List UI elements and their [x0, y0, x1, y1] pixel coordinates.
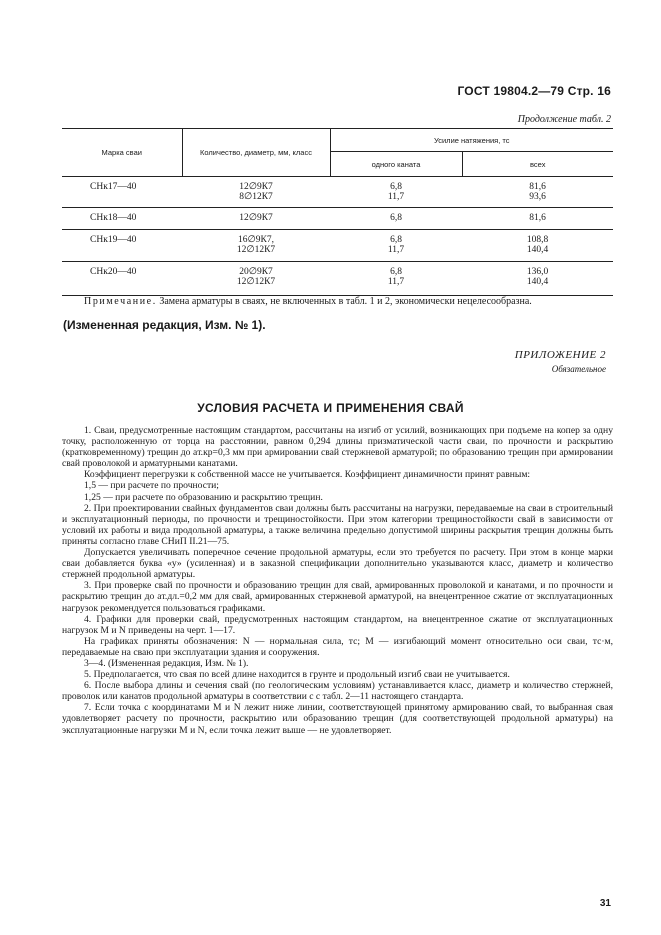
table-row [62, 177, 613, 208]
paragraph: 7. Если точка с координатами M и N лежит ниже линии, соответствующей принятому армированию свай, то выбранная свая удовлетворяет расчету по прочности, раскрытию или образованию трещин (для соответствующей продольной арматуры) на эксплуатационные нагрузки M и N, если точка лежит выше — не удовлетворяет. [62, 702, 613, 736]
col-header-one-rope: одного каната [330, 152, 462, 177]
all-cell: 81,6 [529, 213, 546, 223]
one-rope-cell: 6,8 11,7 [387, 235, 405, 255]
all-cell: 108,8 140,4 [526, 235, 549, 255]
paragraph: Коэффициент перегрузки к собственной массе не учитывается. Коэффициент динамичности принят равным: [84, 469, 531, 481]
one-rope-cell: 6,8 [390, 213, 402, 223]
table-row [62, 262, 613, 296]
table-continuation-label: Продолжение табл. 2 [517, 114, 611, 125]
qty-cell: 20∅9К7 12∅12К7 [236, 267, 276, 287]
table-note [84, 296, 614, 307]
edition-note: (Измененная редакция, Изм. № 1). [63, 318, 266, 332]
note-label: Примечание. [84, 296, 157, 307]
paragraph: 3. При проверке свай по прочности и образованию трещин для свай, армированных проволокой и канатами, и по прочности и раскрытию трещин до aт.дл.=0,2 мм для свай, армированных стержневой арматурой, на внецентренное сжатие от эксплуатационных нагрузок рекомендуется пользоваться графиками. [62, 580, 613, 614]
all-cell: 81,6 93,6 [529, 182, 546, 202]
paragraph: 2. При проектировании свайных фундаментов сваи должны быть рассчитаны на нагрузки, передаваемые на сваи в строительный и эксплуатационный периоды, по прочности и трещиностойкости. При этом категории трещиностойкости свай в зависимости от условий их работы и вида продольной арматуры, а также величина предельно допустимой ширины раскрытия трещин должны быть приняты согласно главе СНиП II.21—75. [62, 502, 613, 547]
appendix-status: Обязательное [551, 364, 606, 374]
qty-cell: 16∅9К7, 12∅12К7 [236, 235, 276, 255]
pile-mark: СНк19—40 [90, 235, 137, 245]
qty-cell: 12∅9К7 8∅12К7 [239, 182, 273, 202]
page-header: ГОСТ 19804.2—79 Стр. 16 [457, 84, 611, 98]
col-header-force: Усилие натяжения, тс [330, 129, 613, 152]
one-rope-cell: 6,8 11,7 [387, 182, 405, 202]
paragraph: 4. Графики для проверки свай, предусмотренных настоящим стандартом, на внецентренное сжатие от эксплуатационных нагрузок M и N приведены на черт. 1—17. [62, 613, 613, 636]
paragraph: На графиках приняты обозначения: N — нормальная сила, тс; M — изгибающий момент относительно оси сваи, тс·м, передаваемые на сваю при эксплуатации здания и сооружения. [62, 635, 613, 658]
section-body [62, 425, 613, 736]
col-header-mark: Марка сваи [62, 129, 182, 177]
table-row [62, 230, 613, 262]
note-text: Замена арматуры в сваях, не включенных в табл. 1 и 2, экономически нецелесообразна. [159, 296, 532, 307]
pile-mark: СНк20—40 [90, 267, 137, 277]
paragraph: 6. После выбора длины и сечения свай (по геологическим условиям) устанавливается класс, диаметр и количество стержней, проволок или канатов продольной арматуры в соответствии с с табл. 2—11 настоящего стандарта. [62, 680, 613, 703]
paragraph: Допускается увеличивать поперечное сечение продольной арматуры, если это требуется по расчету. При этом в конце марки сваи добавляется буква «у» (усиленная) и в заказной спецификации дополнительно указываются класс, диаметр и количество стержней продольной арматуры. [62, 547, 613, 581]
col-header-qty: Количество, диаметр, мм, класс [182, 129, 330, 177]
table-row [62, 208, 613, 230]
one-rope-cell: 6,8 11,7 [387, 267, 405, 287]
pile-mark: СНк18—40 [90, 213, 137, 223]
qty-cell: 12∅9К7 [239, 213, 273, 223]
paragraph: 1,5 — при расчете по прочности; [84, 480, 219, 492]
appendix-title: ПРИЛОЖЕНИЕ 2 [514, 349, 606, 361]
col-header-all: всех [530, 159, 546, 169]
pile-mark: СНк17—40 [90, 182, 137, 192]
section-title: УСЛОВИЯ РАСЧЕТА И ПРИМЕНЕНИЯ СВАЙ [197, 401, 464, 415]
all-cell: 136,0 140,4 [526, 267, 549, 287]
paragraph: 3—4. (Измененная редакция, Изм. № 1). [84, 657, 249, 669]
reinforcement-table [62, 128, 613, 296]
paragraph: 1,25 — при расчете по образованию и раскрытию трещин. [84, 491, 323, 503]
page-number: 31 [599, 898, 611, 909]
paragraph: 1. Сваи, предусмотренные настоящим стандартом, рассчитаны на изгиб от усилий, возникающих при подъеме на копер за одну точку, расположенную от торца на расстоянии, равном 0,294 длины призматической части сваи, по прочности и раскрытию (кратковременному) трещин до aт.кр=0,3 мм при армировании свай стержневой арматурой; по образованию трещин при армировании свай проволокой и арматурными канатами. [62, 425, 613, 470]
paragraph: 5. Предполагается, что свая по всей длине находится в грунте и продольный изгиб сваи не учитывается. [84, 669, 510, 681]
